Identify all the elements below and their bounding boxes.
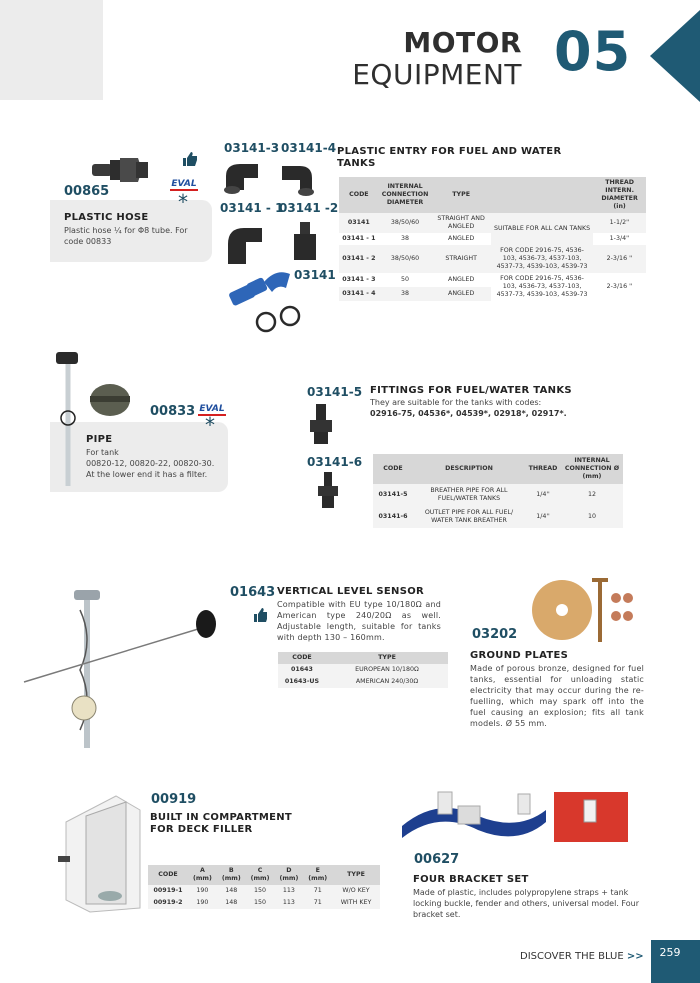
table-03141-5 <box>373 454 623 528</box>
footer-tagline <box>520 951 644 962</box>
cell: 150 <box>246 885 275 897</box>
cell: 03141 - 1 <box>339 233 379 245</box>
code-00865: 00865 <box>64 184 110 199</box>
table-row <box>339 213 646 233</box>
col-code: CODE <box>339 177 379 213</box>
footer-text: DISCOVER THE BLUE <box>520 951 624 962</box>
desc-03202: Made of porous bronze, designed for fuel tanks, essential for unloading static electricity that may occur during the re-fuelling, which may spark off into the fuel causing an explosion; fits all tank models. Ø 55 mm. <box>470 664 644 728</box>
desc-00833-1: For tank <box>86 448 119 457</box>
code-01643: 01643 <box>230 585 276 600</box>
bracket-set-image <box>398 786 636 850</box>
cell: 03141-5 <box>373 484 413 506</box>
col-internal-connection: INTERNAL CONNECTION DIAMETER <box>379 177 432 213</box>
asterisk-icon: * <box>178 190 188 214</box>
elbow-fittings-image <box>220 158 332 198</box>
title-03141: PLASTIC ENTRY FOR FUEL AND WATER TANKS <box>337 146 562 169</box>
col-code: CODE <box>278 652 326 664</box>
cell: 10 <box>561 506 623 528</box>
col-d: D (mm) <box>274 865 303 885</box>
cell: 148 <box>217 885 246 897</box>
cell: STRAIGHT AND ANGLED <box>431 213 490 233</box>
code-03141-5: 03141-5 <box>307 385 363 399</box>
cell: AMERICAN 240/30Ω <box>326 676 448 688</box>
thumbs-up-icon <box>182 152 198 166</box>
chapter-number: 05 <box>554 20 632 83</box>
cell: EUROPEAN 10/180Ω <box>326 664 448 676</box>
table-00919 <box>148 865 380 909</box>
col-type: TYPE <box>431 177 490 213</box>
asterisk-icon-2: * <box>205 413 215 437</box>
code-03141-4: 03141-4 <box>281 141 337 155</box>
code-00627: 00627 <box>414 852 460 867</box>
desc-03141-5: They are suitable for the tanks with codes: <box>370 398 542 407</box>
code-03141-3: 03141-3 <box>224 141 280 155</box>
cell: ANGLED <box>431 233 490 245</box>
col-code: CODE <box>148 865 188 885</box>
col-a: A (mm) <box>188 865 217 885</box>
col-notes <box>491 177 593 213</box>
cell: 03141 - 4 <box>339 287 379 301</box>
table-row <box>148 885 380 897</box>
cell: 00919-2 <box>148 897 188 909</box>
title-00919-2: FOR DECK FILLER <box>150 824 253 835</box>
page-number: 259 <box>659 946 681 959</box>
breather-fitting-image <box>302 402 342 446</box>
cell: 12 <box>561 484 623 506</box>
table-row <box>278 664 448 676</box>
outlet-fitting-image <box>310 470 346 510</box>
cell: 2-3/16 '' <box>593 245 646 273</box>
cell: 03141 - 3 <box>339 273 379 287</box>
compartment-image <box>56 792 142 916</box>
table-row <box>278 676 448 688</box>
col-internal: INTERNAL CONNECTION Ø (mm) <box>561 454 623 484</box>
codes-03141-5: 02916-75, 04536*, 04539*, 02918*, 02917*. <box>370 409 567 418</box>
eval-badge-text: EVAL <box>171 179 197 189</box>
cell: 113 <box>274 897 303 909</box>
cell: WITH KEY <box>332 897 380 909</box>
table-row <box>148 897 380 909</box>
title-03202: GROUND PLATES <box>470 650 569 661</box>
level-sensor-image <box>22 580 242 750</box>
desc-00833-2: 00820-12, 00820-22, 00820-30. <box>86 459 215 468</box>
table-row <box>373 484 623 506</box>
cell: BREATHER PIPE FOR ALL FUEL/WATER TANKS <box>413 484 525 506</box>
header-title-2: EQUIPMENT <box>352 58 522 91</box>
ground-plate-image <box>528 576 640 646</box>
code-00833: 00833 <box>150 404 196 419</box>
col-b: B (mm) <box>217 865 246 885</box>
cell: 03141-6 <box>373 506 413 528</box>
title-00919-1: BUILT IN COMPARTMENT <box>150 812 293 823</box>
eval-badge-2 <box>198 396 226 414</box>
col-c: C (mm) <box>246 865 275 885</box>
cell: 01643 <box>278 664 326 676</box>
thumbs-up-icon-2 <box>253 608 267 622</box>
cell: 1/4'' <box>525 484 561 506</box>
cell: 00919-1 <box>148 885 188 897</box>
cell: 01643-US <box>278 676 326 688</box>
table-03141 <box>339 177 646 301</box>
cell: 38/50/60 <box>379 245 432 273</box>
table-row <box>373 506 623 528</box>
title-01643: VERTICAL LEVEL SENSOR <box>277 586 425 597</box>
footer-arrows: >> <box>626 951 644 962</box>
desc-01643: Compatible with EU type 10/180Ω and American type 240/20Ω as well. Adjustable length, suitable for tanks with depth 130 – 160mm. <box>277 600 441 642</box>
corner-arrow-icon <box>650 10 700 102</box>
cell: 2-3/16 '' <box>593 273 646 301</box>
cell: FOR CODE 2916-75, 4536-103, 4536-73, 4537-103, 4537-73, 4539-103, 4539-73 <box>491 273 593 301</box>
code-03202: 03202 <box>472 627 518 642</box>
cell: 03141 - 2 <box>339 245 379 273</box>
cell: FOR CODE 2916-75, 4536-103, 4536-73, 4537-103, 4537-73, 4539-103, 4539-73 <box>491 245 593 273</box>
cell: 03141 <box>339 213 379 233</box>
table-01643 <box>278 652 448 688</box>
cell: 50 <box>379 273 432 287</box>
cell: STRAIGHT <box>431 245 490 273</box>
col-thread: THREAD <box>525 454 561 484</box>
title-00627: FOUR BRACKET SET <box>413 874 529 885</box>
eval-badge-text-2: EVAL <box>199 404 225 414</box>
code-03141: 03141 <box>294 268 336 282</box>
code-03141-2: 03141 -2 <box>279 201 339 215</box>
cell: OUTLET PIPE FOR ALL FUEL/ WATER TANK BREATHER <box>413 506 525 528</box>
blue-connectors-image <box>224 266 312 340</box>
desc-00627: Made of plastic, includes polypropylene straps + tank locking buckle, fender and others, universal model. Four bracket set. <box>413 888 639 919</box>
col-type: TYPE <box>332 865 380 885</box>
col-e: E (mm) <box>303 865 332 885</box>
cell: 1-3/4'' <box>593 233 646 245</box>
cell: SUITABLE FOR ALL CAN TANKS <box>491 213 593 245</box>
cell: 71 <box>303 885 332 897</box>
cell: 71 <box>303 897 332 909</box>
table-row <box>339 273 646 287</box>
cell: 190 <box>188 885 217 897</box>
cell: 38/50/60 <box>379 213 432 233</box>
cell: W/O KEY <box>332 885 380 897</box>
col-description: DESCRIPTION <box>413 454 525 484</box>
cell: 190 <box>188 897 217 909</box>
cell: ANGLED <box>431 273 490 287</box>
code-03141-1: 03141 - 1 <box>220 201 284 215</box>
straight-fittings-image <box>222 218 342 266</box>
eval-badge <box>170 171 198 189</box>
col-type: TYPE <box>326 652 448 664</box>
cell: 113 <box>274 885 303 897</box>
desc-00833-3: At the lower end it has a filter. <box>86 470 208 479</box>
col-code: CODE <box>373 454 413 484</box>
cell: 1-1/2'' <box>593 213 646 233</box>
corner-block <box>0 0 103 100</box>
title-03141-5: FITTINGS FOR FUEL/WATER TANKS <box>370 385 572 396</box>
title-00833: PIPE <box>86 434 113 445</box>
header-title-1: MOTOR <box>403 26 522 59</box>
desc-00865: Plastic hose ¼ for Φ8 tube. For code 00833 <box>64 226 188 246</box>
cell: 150 <box>246 897 275 909</box>
cell: ANGLED <box>431 287 490 301</box>
col-thread: THREAD INTERN. DIAMETER (in) <box>593 177 646 213</box>
cell: 38 <box>379 233 432 245</box>
table-row <box>339 245 646 273</box>
title-00865: PLASTIC HOSE <box>64 212 149 223</box>
code-00919: 00919 <box>151 792 197 807</box>
code-03141-6: 03141-6 <box>307 455 363 469</box>
cell: 1/4'' <box>525 506 561 528</box>
cell: 148 <box>217 897 246 909</box>
cell: 38 <box>379 287 432 301</box>
